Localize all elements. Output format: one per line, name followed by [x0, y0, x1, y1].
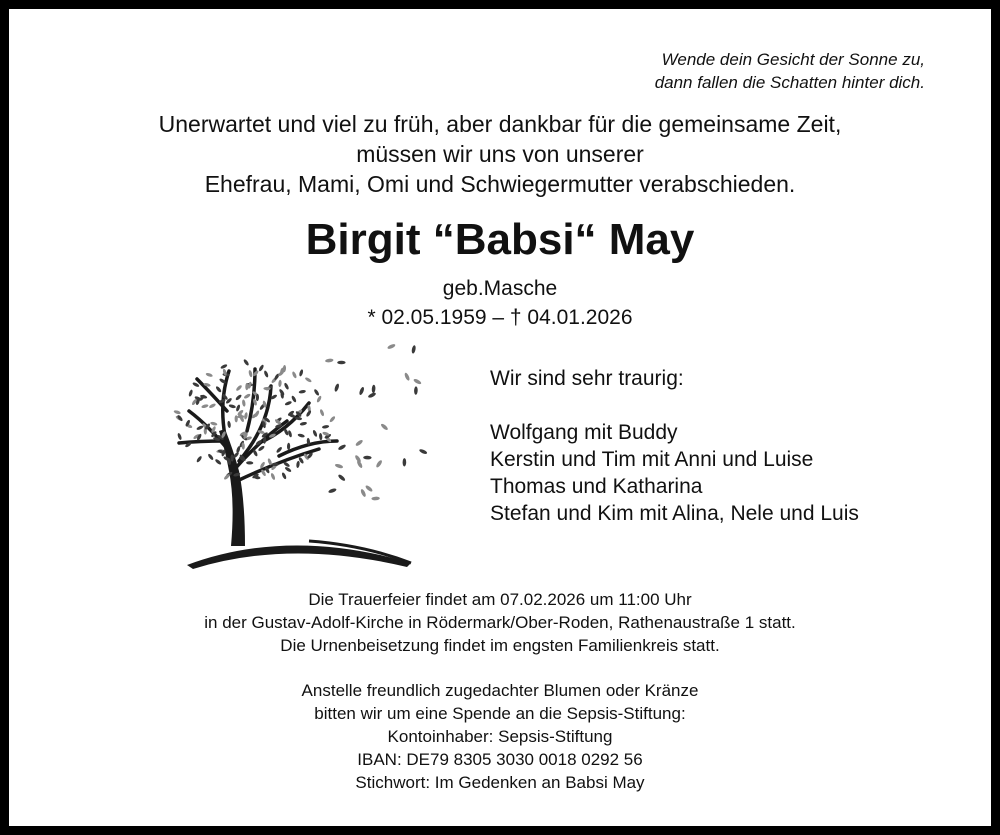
- windblown-tree-icon: [159, 331, 429, 571]
- intro-line-1: Unerwartet und viel zu früh, aber dankbar für die gemeinsame Zeit,: [158, 111, 842, 137]
- mourners-heading: Wir sind sehr traurig:: [490, 367, 684, 390]
- motto-line-1: Wende dein Gesicht der Sonne zu,: [661, 50, 925, 69]
- donation-account-holder: Kontoinhaber: Sepsis-Stiftung: [387, 727, 613, 746]
- mourners-list: [490, 365, 859, 527]
- donation-line-2: bitten wir um eine Spende an die Sepsis-Stiftung:: [314, 704, 686, 723]
- service-info: [9, 588, 991, 657]
- mourner-entry: Kerstin und Tim mit Anni und Luise: [490, 448, 814, 471]
- mourner-entry: Wolfgang mit Buddy: [490, 421, 678, 444]
- motto-line-2: dann fallen die Schatten hinter dich.: [654, 73, 925, 92]
- donation-keyword: Stichwort: Im Gedenken an Babsi May: [355, 773, 645, 792]
- service-line-2: in der Gustav-Adolf-Kirche in Rödermark/Ober-Roden, Rathenaustraße 1 statt.: [204, 613, 796, 632]
- intro-line-3: Ehefrau, Mami, Omi und Schwiegermutter verabschieden.: [204, 171, 796, 197]
- intro-text: [9, 109, 991, 199]
- maiden-name: geb.Masche: [442, 277, 558, 300]
- service-line-3: Die Urnenbeisetzung findet im engsten Familienkreis statt.: [280, 636, 720, 655]
- donation-info: [9, 679, 991, 794]
- service-line-1: Die Trauerfeier findet am 07.02.2026 um 11:00 Uhr: [308, 590, 692, 609]
- mourner-entry: Stefan und Kim mit Alina, Nele und Luis: [490, 502, 859, 525]
- intro-line-2: müssen wir uns von unserer: [356, 141, 644, 167]
- motto-quote: [655, 48, 925, 94]
- donation-iban: IBAN: DE79 8305 3030 0018 0292 56: [357, 750, 643, 769]
- life-dates: * 02.05.1959 – † 04.01.2026: [367, 306, 633, 329]
- donation-line-1: Anstelle freundlich zugedachter Blumen oder Kränze: [301, 681, 699, 700]
- deceased-name: Birgit “Babsi“ May: [305, 215, 695, 264]
- mourner-entry: Thomas und Katharina: [490, 475, 703, 498]
